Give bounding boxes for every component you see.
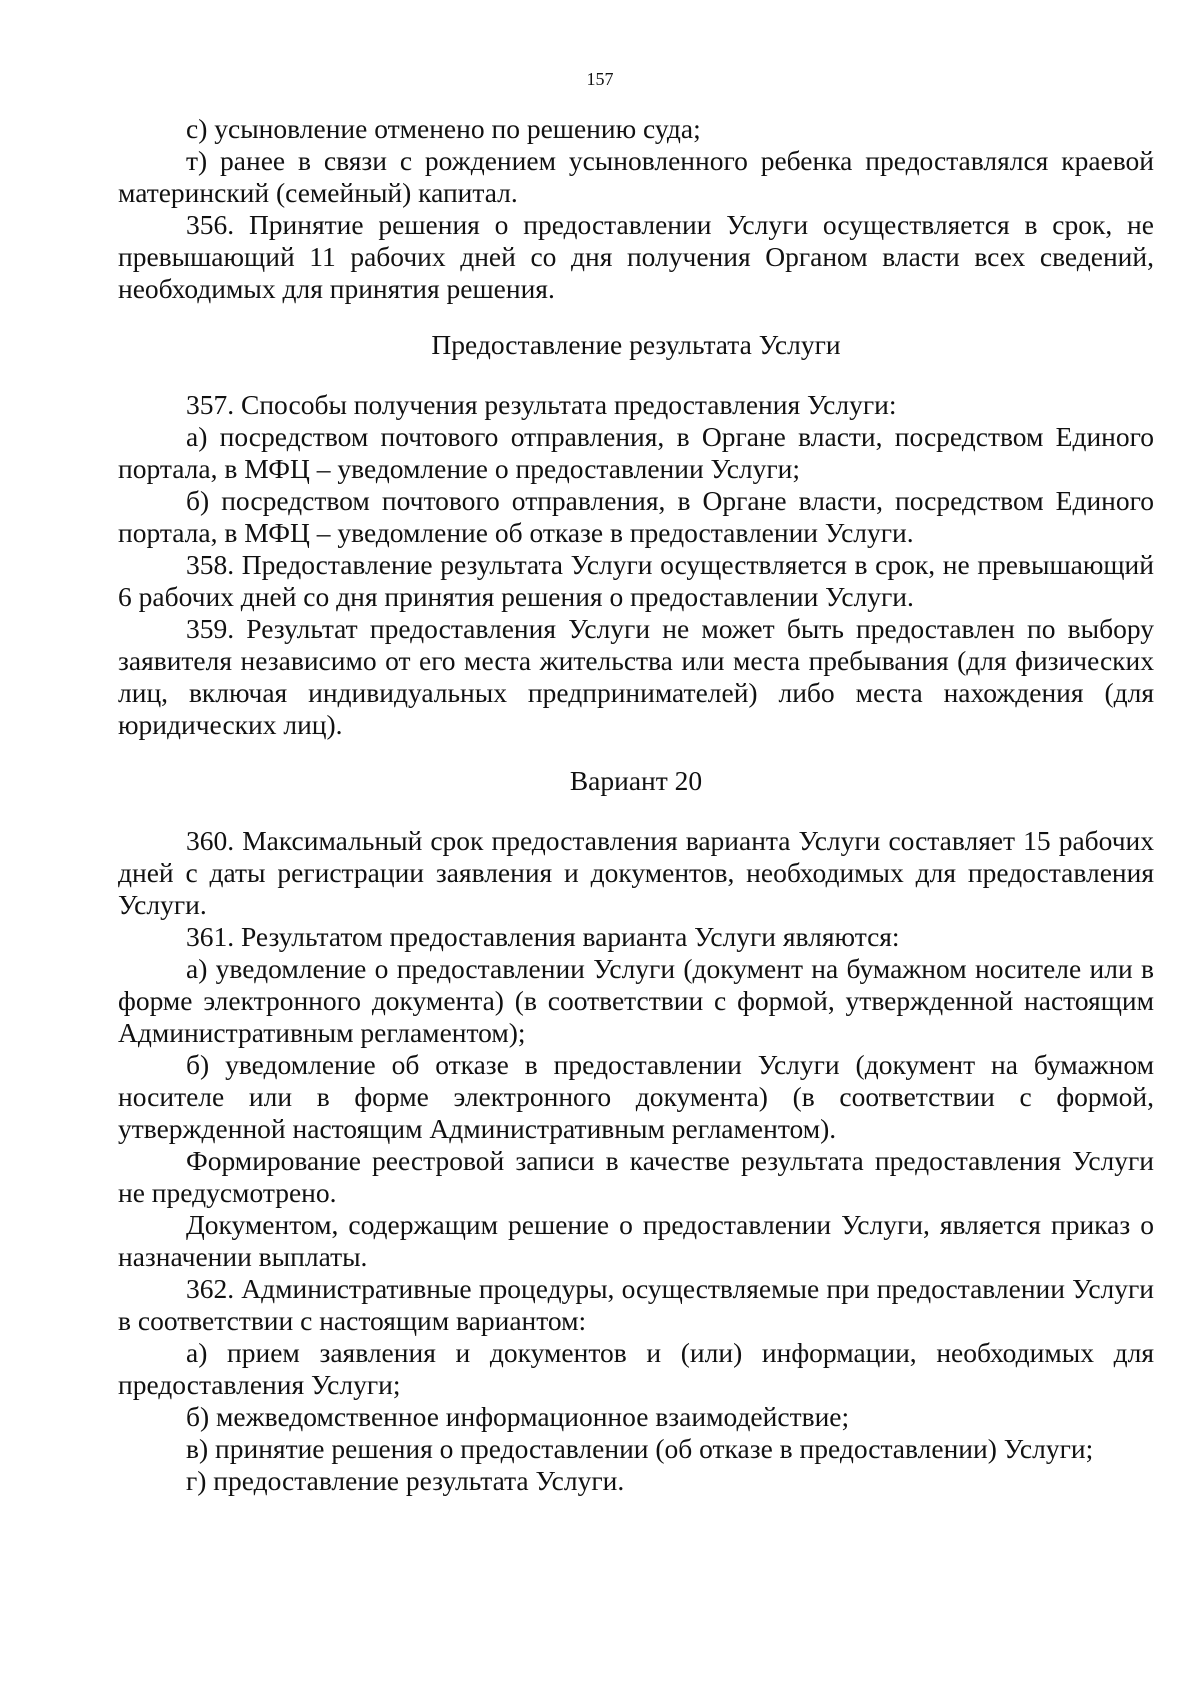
paragraph: 361. Результатом предоставления варианта Услуги являются: (186, 921, 900, 952)
paragraph: Формирование реестровой записи в качестве результата предоставления Услуги не предусмотрено. (118, 1145, 1154, 1208)
paragraph: г) предоставление результата Услуги. (186, 1465, 625, 1496)
page-number: 157 (586, 69, 614, 89)
paragraph: а) посредством почтового отправления, в Органе власти, посредством Единого портала, в МФЦ – уведомление о предоставлении Услуги; (118, 421, 1154, 484)
paragraph: б) посредством почтового отправления, в Органе власти, посредством Единого портала, в МФЦ – уведомление об отказе в предоставлении Услуги. (118, 485, 1154, 548)
paragraph: 357. Способы получения результата предоставления Услуги: (186, 389, 897, 420)
paragraph: 358. Предоставление результата Услуги осуществляется в срок, не превышающий 6 рабочих дней со дня принятия решения о предоставлении Услуги. (118, 549, 1154, 612)
paragraph: 356. Принятие решения о предоставлении Услуги осуществляется в срок, не превышающий 11 рабочих дней со дня получения Органом власти всех сведений, необходимых для принятия решения. (118, 209, 1154, 304)
spacer (118, 797, 1154, 825)
paragraph: Документом, содержащим решение о предоставлении Услуги, является приказ о назначении выплаты. (118, 1209, 1154, 1272)
spacer (118, 741, 1154, 765)
paragraph: б) межведомственное информационное взаимодействие; (186, 1401, 850, 1432)
section-heading: Вариант 20 (569, 765, 703, 796)
document-body (118, 113, 1154, 1497)
paragraph: б) уведомление об отказе в предоставлении Услуги (документ на бумажном носителе или в форме электронного документа) (в соответствии с формой, утвержденной настоящим Административным регламентом). (118, 1049, 1154, 1144)
paragraph: а) прием заявления и документов и (или) информации, необходимых для предоставления Услуги; (118, 1337, 1154, 1400)
section-heading: Предоставление результата Услуги (431, 329, 841, 360)
paragraph: 362. Административные процедуры, осуществляемые при предоставлении Услуги в соответствии с настоящим вариантом: (118, 1273, 1154, 1336)
paragraph: в) принятие решения о предоставлении (об отказе в предоставлении) Услуги; (186, 1433, 1094, 1464)
paragraph: 359. Результат предоставления Услуги не может быть предоставлен по выбору заявителя независимо от его места жительства или места пребывания (для физических лиц, включая индивидуальных предпринимателей) либо места нахождения (для юридических лиц). (118, 613, 1154, 740)
paragraph: а) уведомление о предоставлении Услуги (документ на бумажном носителе или в форме электронного документа) (в соответствии с формой, утвержденной настоящим Административным регламентом); (118, 953, 1154, 1048)
spacer (118, 361, 1154, 389)
paragraph: т) ранее в связи с рождением усыновленного ребенка предоставлялся краевой материнский (семейный) капитал. (118, 145, 1154, 208)
paragraph: с) усыновление отменено по решению суда; (186, 113, 701, 144)
paragraph: 360. Максимальный срок предоставления варианта Услуги составляет 15 рабочих дней с даты регистрации заявления и документов, необходимых для предоставления Услуги. (118, 825, 1154, 920)
spacer (118, 305, 1154, 329)
